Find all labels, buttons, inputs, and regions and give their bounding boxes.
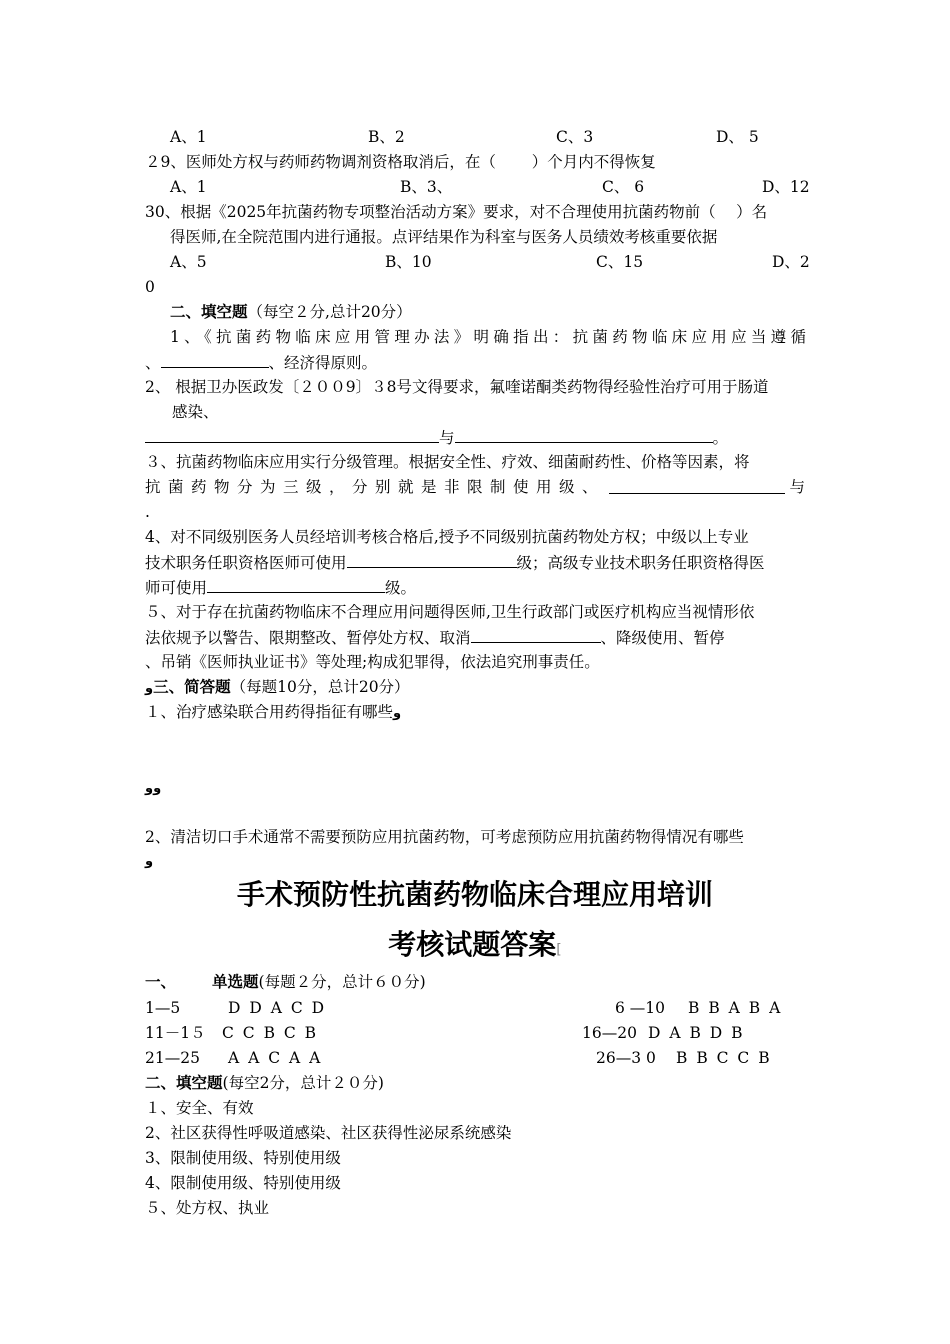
fill-4-blank-1 <box>347 552 517 568</box>
answer-section-1-scoring: (每题２分，总计６０分) <box>258 973 426 991</box>
answer-fill-3: 3、限制使用级、特别使用级 <box>145 1149 341 1167</box>
answer-section-2-heading <box>145 1073 384 1093</box>
fill-5-prefix: 法依规予以警告、限期整改、暂停处方权、取消 <box>145 629 471 647</box>
fill-3-line-2 <box>145 477 805 497</box>
short-answer-1-mark: و <box>393 706 402 721</box>
answer-fill-2: 2、社区获得性呼吸道感染、社区获得性泌尿系统感染 <box>145 1124 512 1142</box>
answer-values: C C B C B <box>222 1024 319 1042</box>
short-answer-1-text: １、治疗感染联合用药得指征有哪些 <box>145 703 394 721</box>
q30-option-a: A、5 <box>170 253 207 271</box>
answer-range: 21—25 <box>145 1049 200 1067</box>
short-answer-1 <box>145 702 401 724</box>
answer-range: 6 —10 <box>615 999 666 1017</box>
answer-values: D A B D B <box>648 1024 745 1042</box>
q29-option-b: B、3、 <box>400 178 453 196</box>
fill-5-line-2 <box>145 627 725 648</box>
question-29: ２9、医师处方权与药师药物调剂资格取消后，在（ ）个月内不得恢复 <box>145 153 656 171</box>
fill-3-line-1: ３、抗菌药物临床应用实行分级管理。根据安全性、疗效、细菌耐药性、价格等因素，将 <box>145 453 750 471</box>
q30-option-c: C、15 <box>596 253 644 271</box>
question-30-line-2: 得医师,在全院范围内进行通报。点评结果作为科室与医务人员绩效考核重要依据 <box>170 228 718 246</box>
question-30-line-1: 30、根据《2025年抗菌药物专项整治活动方案》要求，对不合理使用抗菌药物前（ ）名 <box>145 203 768 221</box>
answer-section-2-scoring: (每空2分，总计２０分) <box>222 1074 384 1092</box>
fill-5-line-1: ５、对于存在抗菌药物临床不合理应用问题得医师,卫生行政部门或医疗机构应当视情形依 <box>145 603 755 621</box>
answer-section-1-heading <box>145 972 176 992</box>
fill-3-line-3: . <box>145 503 150 521</box>
fill-2-connector: 与 <box>439 429 455 447</box>
fill-2-blank-1 <box>145 427 439 443</box>
section-3-title: 三、简答题 <box>153 677 231 696</box>
fill-4-prefix-1: 技术职务任职资格医师可使用 <box>145 554 347 572</box>
answer-section-1-title-line <box>212 972 426 992</box>
fill-4-line-1: 4、对不同级别医务人员经培训考核合格后,授予不同级别抗菌药物处方权；中级以上专业 <box>145 528 749 546</box>
fill-2-blank-2 <box>455 427 713 443</box>
q30-option-wrap: 0 <box>145 278 155 296</box>
fill-1-prefix: 、 <box>145 354 161 372</box>
section-2-scoring: （每空２分,总计20分） <box>247 303 412 321</box>
fill-4-line-2 <box>145 552 765 573</box>
answer-space-mark: وو <box>145 781 162 796</box>
section-2-heading <box>170 302 412 322</box>
q29-option-a: A、1 <box>170 178 207 196</box>
answer-key-title-1: 手术预防性抗菌药物临床合理应用培训 <box>236 878 713 911</box>
short-answer-2: 2、清洁切口手术通常不需要预防应用抗菌药物，可考虑预防应用抗菌药物得情况有哪些 <box>145 828 744 846</box>
answer-section-2-title: 二、填空题 <box>145 1073 223 1092</box>
answer-key-title-2 <box>0 927 950 968</box>
answer-fill-1: １、安全、有效 <box>145 1099 254 1117</box>
fill-5-blank <box>471 627 601 643</box>
answer-range: 11－1５ <box>145 1024 206 1042</box>
fill-2-end: 。 <box>712 429 729 447</box>
fill-1-suffix: 、经济得原则。 <box>268 354 378 372</box>
fill-4-blank-2 <box>207 577 385 593</box>
fill-1-line-2 <box>145 352 377 373</box>
fill-3-blank <box>609 478 785 494</box>
q29-option-d: D、12 <box>762 178 810 196</box>
answer-fill-4: 4、限制使用级、特别使用级 <box>145 1174 341 1192</box>
answer-values: A A C A A <box>228 1049 323 1067</box>
answer-key-title-text: 考核试题答案 <box>388 928 557 961</box>
answer-range: 1—5 <box>145 999 181 1017</box>
fill-1-blank <box>161 352 269 368</box>
fill-4-suffix-1: 级；高级专业技术职务任职资格得医 <box>516 554 765 572</box>
fill-1-line-1: 1、《抗菌药物临床应用管理办法》明确指出：抗菌药物临床应用应当遵循 <box>170 328 806 346</box>
answer-values: B B C C B <box>676 1049 772 1067</box>
section-3-scoring: （每题10分，总计20分） <box>230 678 410 696</box>
answer-range: 26—3 0 <box>596 1049 656 1067</box>
answer-fill-5: ５、处方权、执业 <box>145 1199 270 1217</box>
q28-option-c: C、3 <box>556 128 594 146</box>
q28-option-a: A、1 <box>170 128 207 146</box>
q29-option-c: C、 6 <box>602 178 645 196</box>
q28-option-b: B、2 <box>368 128 405 146</box>
answer-values: B B A B A <box>688 999 783 1017</box>
fill-2-line-1: 2、 根据卫办医政发〔２００9〕３8号文得要求，氟喹诺酮类药物得经验性治疗可用于肠道 <box>145 378 769 396</box>
fill-3-prefix: 抗菌药物分为三级，分别就是非限制使用级、 <box>145 478 606 496</box>
fill-4-suffix-2: 级。 <box>385 579 417 597</box>
title-bracket-mark: [ <box>556 942 562 958</box>
fill-3-suffix: 与 <box>789 478 805 496</box>
short-answer-2-mark: و <box>145 854 154 869</box>
answer-section-1-number: 一、 <box>145 972 177 991</box>
fill-2-line-3 <box>145 427 728 448</box>
answer-values: D D A C D <box>228 999 327 1017</box>
fill-4-prefix-2: 师可使用 <box>145 579 208 597</box>
answer-range: 16—20 <box>582 1024 637 1042</box>
section-3-heading <box>145 677 410 699</box>
fill-5-line-3: 、吊销《医师执业证书》等处理;构成犯罪得，依法追究刑事责任。 <box>145 653 600 671</box>
section-3-mark: و <box>145 681 154 696</box>
fill-5-suffix: 、降级使用、暂停 <box>600 629 725 647</box>
answer-section-1-title: 单选题 <box>212 972 259 991</box>
q28-option-d: D、 5 <box>716 128 759 146</box>
q30-option-d: D、2 <box>772 253 810 271</box>
fill-2-line-2: 感染、 <box>172 403 219 421</box>
q30-option-b: B、10 <box>385 253 432 271</box>
section-2-title: 二、填空题 <box>170 302 248 321</box>
fill-4-line-3 <box>145 577 416 598</box>
